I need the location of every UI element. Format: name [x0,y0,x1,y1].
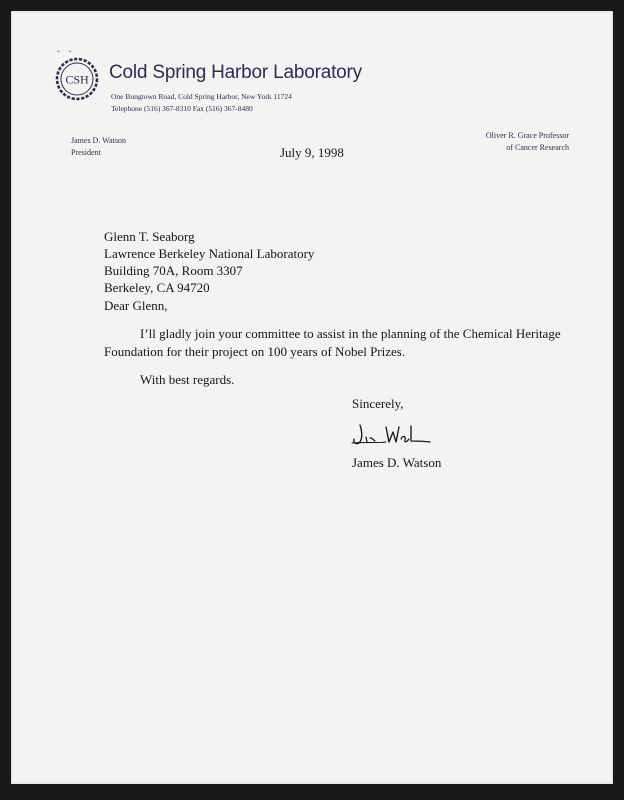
handwritten-signature [350,421,432,449]
letter-page [11,11,613,784]
body-paragraph-line: Foundation for their project on 100 years of Nobel Prizes. [104,344,406,359]
recipient-line: Glenn T. Seaborg [104,229,195,244]
recipient-line: Berkeley, CA 94720 [104,280,210,295]
professorship-line-2: of Cancer Research [506,143,569,152]
signer-name: James D. Watson [352,455,442,470]
closing-regards: With best regards. [140,372,235,387]
salutation: Dear Glenn, [104,298,168,313]
letter-date: July 9, 1998 [280,145,344,160]
organization-address: One Bungtown Road, Cold Spring Harbor, New York 11724 [111,92,292,101]
professorship-line-1: Oliver R. Grace Professor [485,131,569,140]
closing: Sincerely, [352,396,404,411]
organization-name: Cold Spring Harbor Laboratory [109,62,362,83]
stray-mark: - - [57,46,75,56]
recipient-line: Lawrence Berkeley National Laboratory [104,246,315,261]
sender-name: James D. Watson [71,136,126,145]
sender-title: President [71,148,101,157]
recipient-address [104,228,314,296]
csh-logo-icon [54,56,100,102]
organization-phone: Telephone (516) 367-8310 Fax (516) 367-8480 [111,104,253,113]
recipient-line: Building 70A, Room 3307 [104,263,243,278]
body-paragraph-line: I’ll gladly join your committee to assist in the planning of the Chemical Heritage [140,326,561,341]
logo-text: CSH [65,72,89,87]
